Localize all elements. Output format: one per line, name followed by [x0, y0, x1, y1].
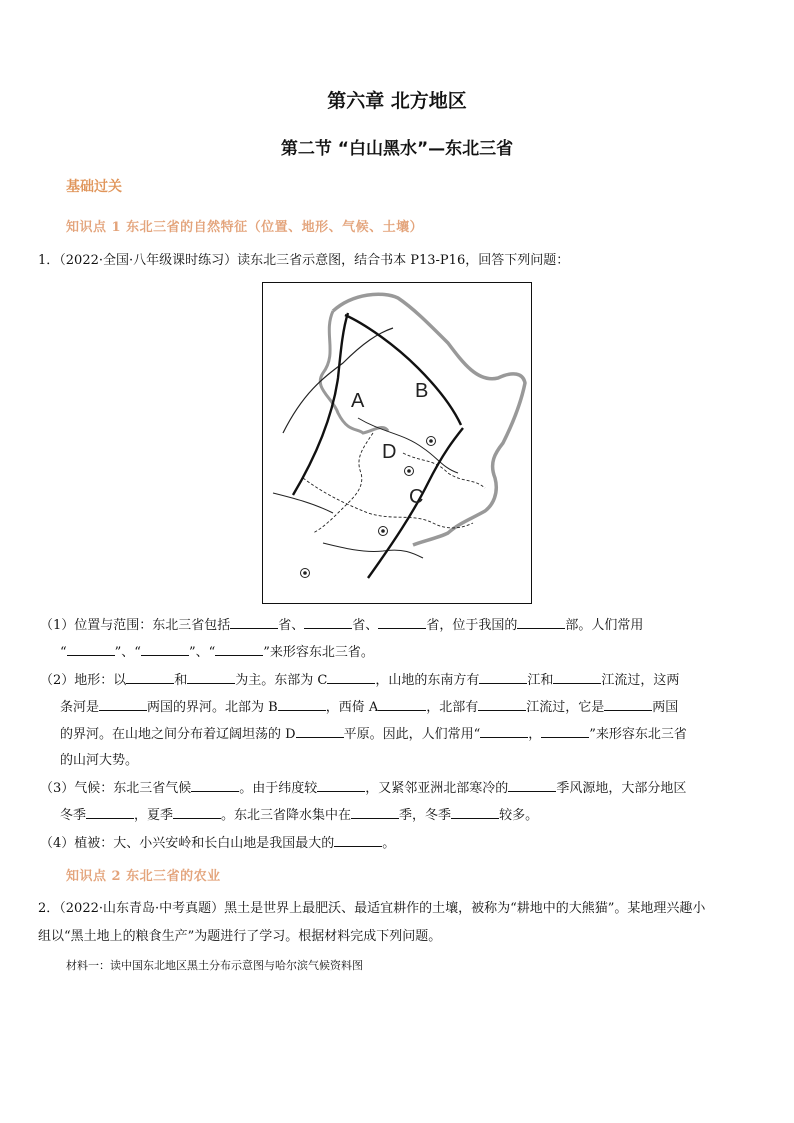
- blank[interactable]: [191, 779, 239, 792]
- blank[interactable]: [604, 698, 652, 711]
- question-2-line-1: 2．（2022·山东青岛·中考真题）黑土是世界上最肥沃、最适宜耕作的土壤，被称为“耕地中的大熊猫”。某地理兴趣小: [38, 901, 706, 916]
- blank[interactable]: [479, 671, 527, 684]
- material-1-caption: 材料一：读中国东北地区黑土分布示意图与哈尔滨气候资料图: [66, 959, 363, 972]
- blank[interactable]: [327, 671, 375, 684]
- blank[interactable]: [296, 725, 344, 738]
- blank[interactable]: [187, 671, 235, 684]
- map-label-a: A: [351, 390, 365, 412]
- map-svg: [263, 283, 531, 603]
- blank[interactable]: [553, 671, 601, 684]
- blank[interactable]: [378, 616, 426, 629]
- q1-part-1-line-2: “ ”、“ ”、“ ”来形容东北三省。: [60, 645, 374, 660]
- blank[interactable]: [173, 806, 221, 819]
- basics-heading: 基础过关: [66, 179, 122, 195]
- map-label-d: D: [382, 441, 397, 463]
- q1-part-2-line-4: 的山河大势。: [60, 753, 139, 768]
- blank[interactable]: [541, 725, 589, 738]
- q1-part-2-line-3: 的界河。在山地之间分布着辽阔坦荡的 D 平原。因此，人们常用“ ， ”来形容东北三省: [60, 727, 687, 742]
- blank[interactable]: [99, 698, 147, 711]
- blank[interactable]: [517, 616, 565, 629]
- blank[interactable]: [508, 779, 556, 792]
- blank[interactable]: [378, 698, 426, 711]
- q1-part-4: （4）植被：大、小兴安岭和长白山地是我国最大的 。: [40, 836, 396, 851]
- range-a: [293, 313, 348, 495]
- blank[interactable]: [478, 698, 526, 711]
- map-label-b: B: [415, 380, 429, 402]
- map-label-c: C: [409, 486, 424, 508]
- blank[interactable]: [86, 806, 134, 819]
- river-middle: [358, 418, 458, 473]
- chapter-title: 第六章 北方地区: [327, 90, 467, 112]
- province-border-2: [403, 453, 485, 488]
- blank[interactable]: [278, 698, 326, 711]
- section-title: 第二节 “白山黑水”—东北三省: [280, 139, 514, 159]
- river-west: [273, 493, 333, 513]
- q1-part-1-line-1: （1）位置与范围：东北三省包括 省、 省、 省，位于我国的 部。人们常用: [40, 618, 644, 633]
- blank[interactable]: [215, 643, 263, 656]
- blank[interactable]: [317, 779, 365, 792]
- blank[interactable]: [141, 643, 189, 656]
- blank[interactable]: [304, 616, 352, 629]
- knowledge-point-2: 知识点 2 东北三省的农业: [66, 869, 221, 884]
- blank[interactable]: [126, 671, 174, 684]
- question-1-stem: 1．（2022·全国·八年级课时练习）读东北三省示意图，结合书本 P13-P16，回答下列问题：: [38, 253, 570, 268]
- q1-part-3-line-2: 冬季 ，夏季 。东北三省降水集中在 季，冬季 较多。: [60, 808, 539, 823]
- blank[interactable]: [334, 834, 382, 847]
- question-2-line-2: 组以“黑土地上的粮食生产”为题进行了学习。根据材料完成下列问题。: [38, 929, 442, 944]
- blank[interactable]: [67, 643, 115, 656]
- province-border-1: [313, 433, 373, 533]
- river-south: [323, 543, 423, 558]
- province-border-3: [303, 478, 473, 528]
- q1-part-3-line-1: （3）气候：东北三省气候 。由于纬度较 ，又紧邻亚洲北部寒冷的 季风源地，大部分地区: [40, 781, 687, 796]
- q1-part-2-line-1: （2）地形：以 和 为主。东部为 C ，山地的东南方有 江和 江流过，这两: [40, 673, 680, 688]
- knowledge-point-1: 知识点 1 东北三省的自然特征（位置、地形、气候、土壤）: [66, 220, 424, 235]
- blank[interactable]: [480, 725, 528, 738]
- blank[interactable]: [351, 806, 399, 819]
- northeast-map: [262, 282, 532, 604]
- blank[interactable]: [451, 806, 499, 819]
- q1-part-2-line-2: 条河是 两国的界河。北部为 B ，西倚 A ，北部有 江流过，它是 两国: [60, 700, 679, 715]
- blank[interactable]: [230, 616, 278, 629]
